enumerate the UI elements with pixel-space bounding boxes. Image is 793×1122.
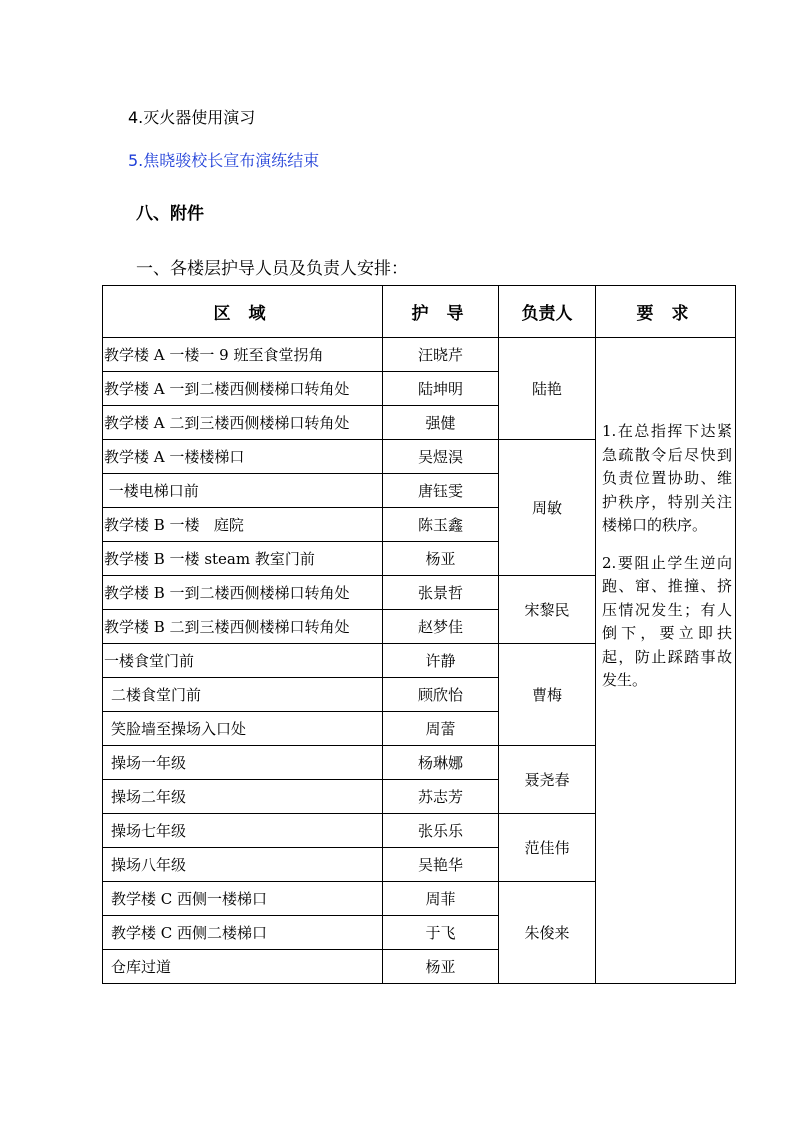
guard-cell: 杨亚 (383, 542, 499, 576)
list-item-5: 5.焦晓骏校长宣布演练结束 (128, 151, 320, 170)
leader-cell: 曹梅 (499, 644, 596, 746)
guard-cell: 张乐乐 (383, 814, 499, 848)
area-cell: 操场一年级 (103, 746, 383, 780)
leader-cell: 范佳伟 (499, 814, 596, 882)
area-cell: 操场二年级 (103, 780, 383, 814)
guard-cell: 赵梦佳 (383, 610, 499, 644)
header-area: 区 域 (103, 286, 383, 338)
area-cell: 教学楼 B 一到二楼西侧楼梯口转角处 (103, 576, 383, 610)
duty-table (102, 285, 736, 984)
area-cell: 操场八年级 (103, 848, 383, 882)
guard-cell: 苏志芳 (383, 780, 499, 814)
header-guard: 护 导 (383, 286, 499, 338)
guard-cell: 陈玉鑫 (383, 508, 499, 542)
requirement-1: 1.在总指挥下达紧急疏散令后尽快到负责位置协助、维护秩序，特别关注楼梯口的秩序。 (602, 422, 732, 534)
area-cell: 教学楼 C 西侧一楼梯口 (103, 882, 383, 916)
area-cell: 教学楼 A 一楼一 9 班至食堂拐角 (103, 338, 383, 372)
area-cell: 操场七年级 (103, 814, 383, 848)
requirements-cell (596, 338, 736, 984)
area-cell: 教学楼 B 一楼 steam 教室门前 (103, 542, 383, 576)
leader-cell: 朱俊来 (499, 882, 596, 984)
guard-cell: 顾欣怡 (383, 678, 499, 712)
guard-cell: 杨琳娜 (383, 746, 499, 780)
area-cell: 教学楼 B 二到三楼西侧楼梯口转角处 (103, 610, 383, 644)
leader-cell: 聂尧春 (499, 746, 596, 814)
area-cell: 笑脸墙至操场入口处 (103, 712, 383, 746)
table-header-row (103, 286, 736, 338)
leader-cell: 宋黎民 (499, 576, 596, 644)
guard-cell: 周蕾 (383, 712, 499, 746)
guard-cell: 汪晓芹 (383, 338, 499, 372)
section-heading: 八、附件 (136, 204, 204, 224)
guard-cell: 吴艳华 (383, 848, 499, 882)
header-leader: 负责人 (499, 286, 596, 338)
guard-cell: 于飞 (383, 916, 499, 950)
guard-cell: 张景哲 (383, 576, 499, 610)
area-cell: 教学楼 B 一楼 庭院 (103, 508, 383, 542)
area-cell: 一楼食堂门前 (103, 644, 383, 678)
area-cell: 教学楼 A 一楼楼梯口 (103, 440, 383, 474)
guard-cell: 许静 (383, 644, 499, 678)
guard-cell: 唐钰雯 (383, 474, 499, 508)
area-cell: 教学楼 A 一到二楼西侧楼梯口转角处 (103, 372, 383, 406)
guard-cell: 陆坤明 (383, 372, 499, 406)
list-item-4: 4.灭火器使用演习 (128, 108, 256, 127)
guard-cell: 杨亚 (383, 950, 499, 984)
subsection-heading: 一、各楼层护导人员及负责人安排： (136, 259, 408, 279)
guard-cell: 强健 (383, 406, 499, 440)
leader-cell: 陆艳 (499, 338, 596, 440)
guard-cell: 周菲 (383, 882, 499, 916)
leader-cell: 周敏 (499, 440, 596, 576)
area-cell: 教学楼 A 二到三楼西侧楼梯口转角处 (103, 406, 383, 440)
area-cell: 一楼电梯口前 (103, 474, 383, 508)
area-cell: 仓库过道 (103, 950, 383, 984)
table-row (103, 338, 736, 372)
area-cell: 教学楼 C 西侧二楼梯口 (103, 916, 383, 950)
requirement-2: 2.要阻止学生逆向跑、窜、推撞、挤压情况发生；有人倒下，要立即扶起，防止踩踏事故发生。 (602, 553, 732, 689)
area-cell: 二楼食堂门前 (103, 678, 383, 712)
guard-cell: 吴煜淏 (383, 440, 499, 474)
header-requirement: 要 求 (596, 286, 736, 338)
